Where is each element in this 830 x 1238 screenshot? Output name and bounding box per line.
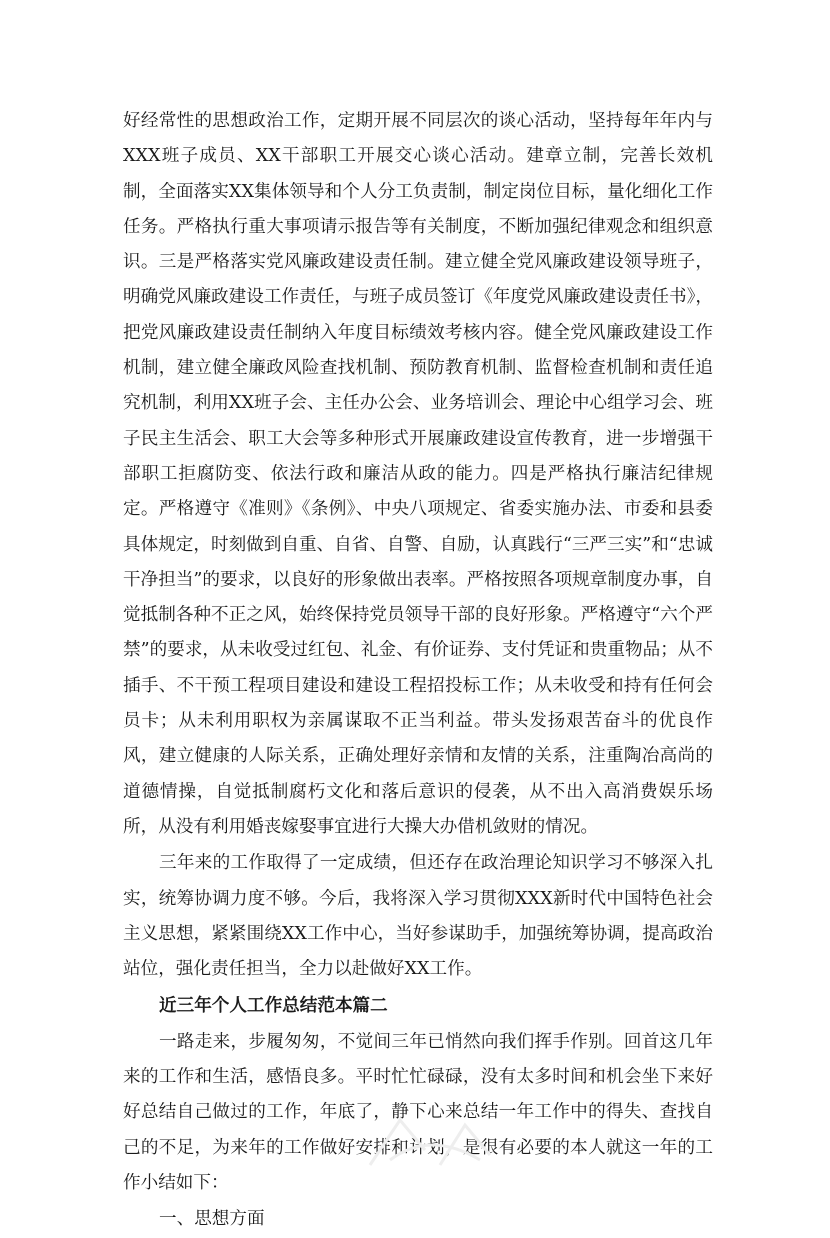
- section-heading: 近三年个人工作总结范本篇二: [159, 995, 388, 1017]
- summary-paragraph: 三年来的工作取得了一定成绩，但还存在政治理论知识学习不够深入扎实，统筹协调力度不够。今后，我将深入学习贯彻XXX新时代中国特色社会主义思想，紧紧围绕XX工作中心，当好参谋助手，加强统筹协调，提高政治站位，强化责任担当，全力以赴做好XX工作。: [123, 853, 713, 980]
- subsection-heading: 一、思想方面: [159, 1209, 265, 1230]
- body-paragraph: 好经常性的思想政治工作，定期开展不同层次的谈心活动，坚持每年年内与XXX班子成员、XX干部职工开展交心谈心活动。建章立制，完善长效机制，全面落实XX集体领导和个人分工负责制，制定岗位目标，量化细化工作任务。严格执行重大事项请示报告等有关制度，不断加强纪律观念和组织意识。三是严格落实党风廉政建设责任制。建立健全党风廉政建设领导班子，明确党风廉政建设工作责任，与班子成员签订《年度党风廉政建设责任书》，把党风廉政建设责任制纳入年度目标绩效考核内容。健全党风廉政建设工作机制，建立健全廉政风险查找机制、预防教育机制、监督检查机制和责任追究机制，利用XX班子会、主任办公会、业务培训会、理论中心组学习会、班子民主生活会、职工大会等多种形式开展廉政建设宣传教育，进一步增强干部职工拒腐防变、依法行政和廉洁从政的能力。四是严格执行廉洁纪律规定。严格遵守《准则》《条例》、中央八项规定、省委实施办法、市委和县委具体规定，时刻做到自重、自省、自警、自励，认真践行“三严三实”和“忠诚干净担当”的要求，以良好的形象做出表率。严格按照各项规章制度办事，自觉抵制各种不正之风，始终保持党员领导干部的良好形象。严格遵守“六个严禁”的要求，从未收受过红包、礼金、有价证券、支付凭证和贵重物品；从不插手、不干预工程项目建设和建设工程招投标工作；从未收受和持有任何会员卡；从未利用职权为亲属谋取不正当利益。带头发扬艰苦奋斗的优良作风，建立健康的人际关系，正确处理好亲情和友情的关系，注重陶冶高尚的道德情操，自觉抵制腐朽文化和落后意识的侵袭，从不出入高消费娱乐场所，从没有利用婚丧嫁娶事宜进行大操大办借机敛财的情况。: [123, 111, 713, 837]
- intro-paragraph: 一路走来，步履匆匆，不觉间三年已悄然向我们挥手作别。回首这几年来的工作和生活，感悟良多。平时忙忙碌碌，没有太多时间和机会坐下来好好总结自己做过的工作，年底了，静下心来总结一年工作中的得失、查找自己的不足，为来年的工作做好安排和计划，是很有必要的本人就这一年的工作小结如下：: [123, 1031, 713, 1193]
- document-body: [123, 104, 713, 1238]
